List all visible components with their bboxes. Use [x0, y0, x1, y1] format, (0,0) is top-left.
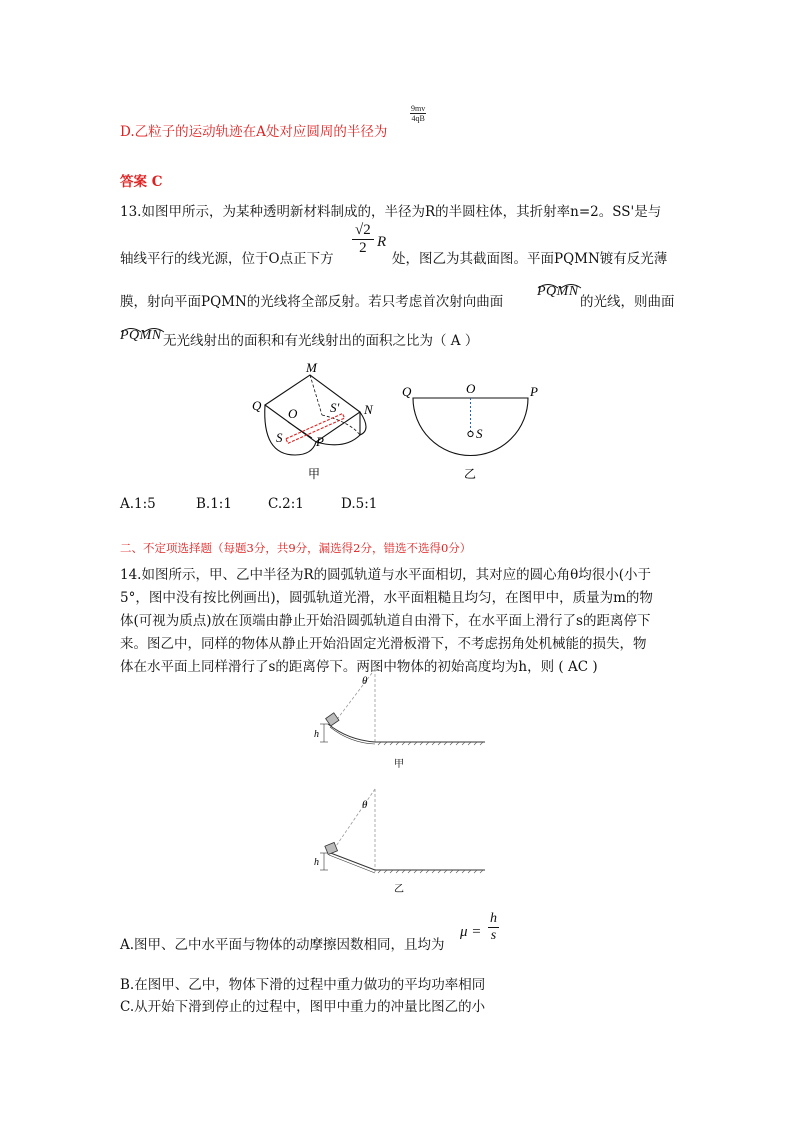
q13-line4-b: 无光线射出的面积和有光线射出的面积之比为（ A ）	[163, 333, 479, 349]
h-label: h	[314, 729, 319, 740]
label-p: P	[316, 434, 324, 449]
q14-mu-den: s	[490, 928, 497, 943]
figure-jia-half-cylinder	[240, 360, 390, 485]
q13-var-r: R	[377, 234, 387, 250]
arc-mark	[120, 325, 166, 333]
q12-answer: 答案 C	[120, 174, 163, 190]
q13-fraction-num: √2	[352, 222, 374, 240]
q13-line3-b: 的光线，则曲面	[580, 294, 675, 310]
arc-mark	[537, 281, 583, 289]
q12-option-d-text: D.乙粒子的运动轨迹在A处对应圆周的半径为	[120, 124, 388, 140]
figure-yi-cross-section	[398, 378, 548, 483]
q13-fraction-den: 2	[359, 240, 367, 256]
label-q: Q	[402, 384, 412, 399]
q14-line3: 体(可视为质点)放在顶端由静止开始沿圆弧轨道自由滑下，在水平面上滑行了s的距离停下	[120, 613, 651, 629]
q12-option-d-formula	[410, 104, 426, 123]
theta-label: θ	[362, 799, 368, 811]
q13-option-b: B.1:1	[196, 496, 232, 512]
figure-14-jia-arc-track	[300, 664, 500, 774]
caption-jia: 甲	[308, 467, 321, 481]
caption-yi: 乙	[464, 467, 477, 481]
q14-option-a: A.图甲、乙中水平面与物体的动摩擦因数相同，且均为	[120, 937, 445, 953]
q14-option-c: C.从开始下滑到停止的过程中，图甲中重力的冲量比图乙的小	[120, 999, 486, 1015]
caption-14-yi: 乙	[394, 884, 404, 894]
q13-line3-a: 膜，射向平面PQMN的光线将全部反射。若只考虑首次射向曲面	[120, 294, 504, 310]
figure-14-yi-straight-board	[300, 784, 500, 894]
caption-14-jia: 甲	[394, 759, 404, 770]
theta-label: θ	[362, 675, 368, 687]
q13-option-d: D.5:1	[341, 496, 378, 512]
q14-mu-num: h	[490, 911, 497, 926]
q14-option-b: B.在图甲、乙中，物体下滑的过程中重力做功的平均功率相同	[120, 977, 486, 993]
q13-line2-a: 轴线平行的线光源，位于O点正下方	[120, 251, 334, 267]
q13-arc-label-2	[120, 328, 162, 344]
label-s: S	[276, 430, 283, 445]
q13-option-a: A.1:5	[120, 496, 156, 512]
label-s: S	[476, 426, 483, 441]
q14-mu: μ =	[460, 924, 482, 940]
label-q: Q	[252, 398, 262, 413]
h-label: h	[314, 857, 319, 868]
q13-arc-text-1: PQMN	[537, 284, 579, 299]
formula-denominator: 4qB	[411, 114, 425, 123]
q14-line5: 体在水平面上同样滑行了s的距离停下。两图中物体的初始高度均为h，则 ( AC )	[120, 659, 598, 675]
q13-line1: 13.如图甲所示，为某种透明新材料制成的，半径为R的半圆柱体，其折射率n=2。SS'是与	[120, 204, 662, 220]
formula-numerator: 9mv	[411, 104, 426, 113]
label-p: P	[530, 384, 538, 399]
q14-line2: 5°，图中没有按比例画出)，圆弧轨道光滑，水平面粗糙且均匀，在图甲中，质量为m的物	[120, 590, 653, 606]
label-s-prime: S'	[330, 400, 340, 415]
label-o: O	[288, 406, 298, 421]
q13-arc-text-2: PQMN	[120, 328, 162, 343]
q14-mu-fraction	[488, 911, 499, 944]
q13-arc-label-1	[537, 284, 579, 300]
q13-line2-b: 处，图乙为其截面图。平面PQMN镀有反光薄	[392, 251, 668, 267]
q13-option-c: C.2:1	[268, 496, 304, 512]
label-n: N	[364, 402, 373, 417]
q12-option-d	[120, 122, 387, 142]
q14-line4: 来。图乙中，同样的物体从静止开始沿固定光滑板滑下，不考虑拐角处机械能的损失，物	[120, 636, 647, 652]
q14-line1: 14.如图所示，甲、乙中半径为R的圆弧轨道与水平面相切，其对应的圆心角θ均很小(小于	[120, 567, 652, 583]
label-m: M	[306, 360, 317, 375]
section-heading: 二、不定项选择题（每题3分，共9分，漏选得2分，错选不选得0分）	[120, 541, 472, 555]
label-o: O	[466, 381, 476, 396]
q13-fraction	[352, 222, 374, 257]
